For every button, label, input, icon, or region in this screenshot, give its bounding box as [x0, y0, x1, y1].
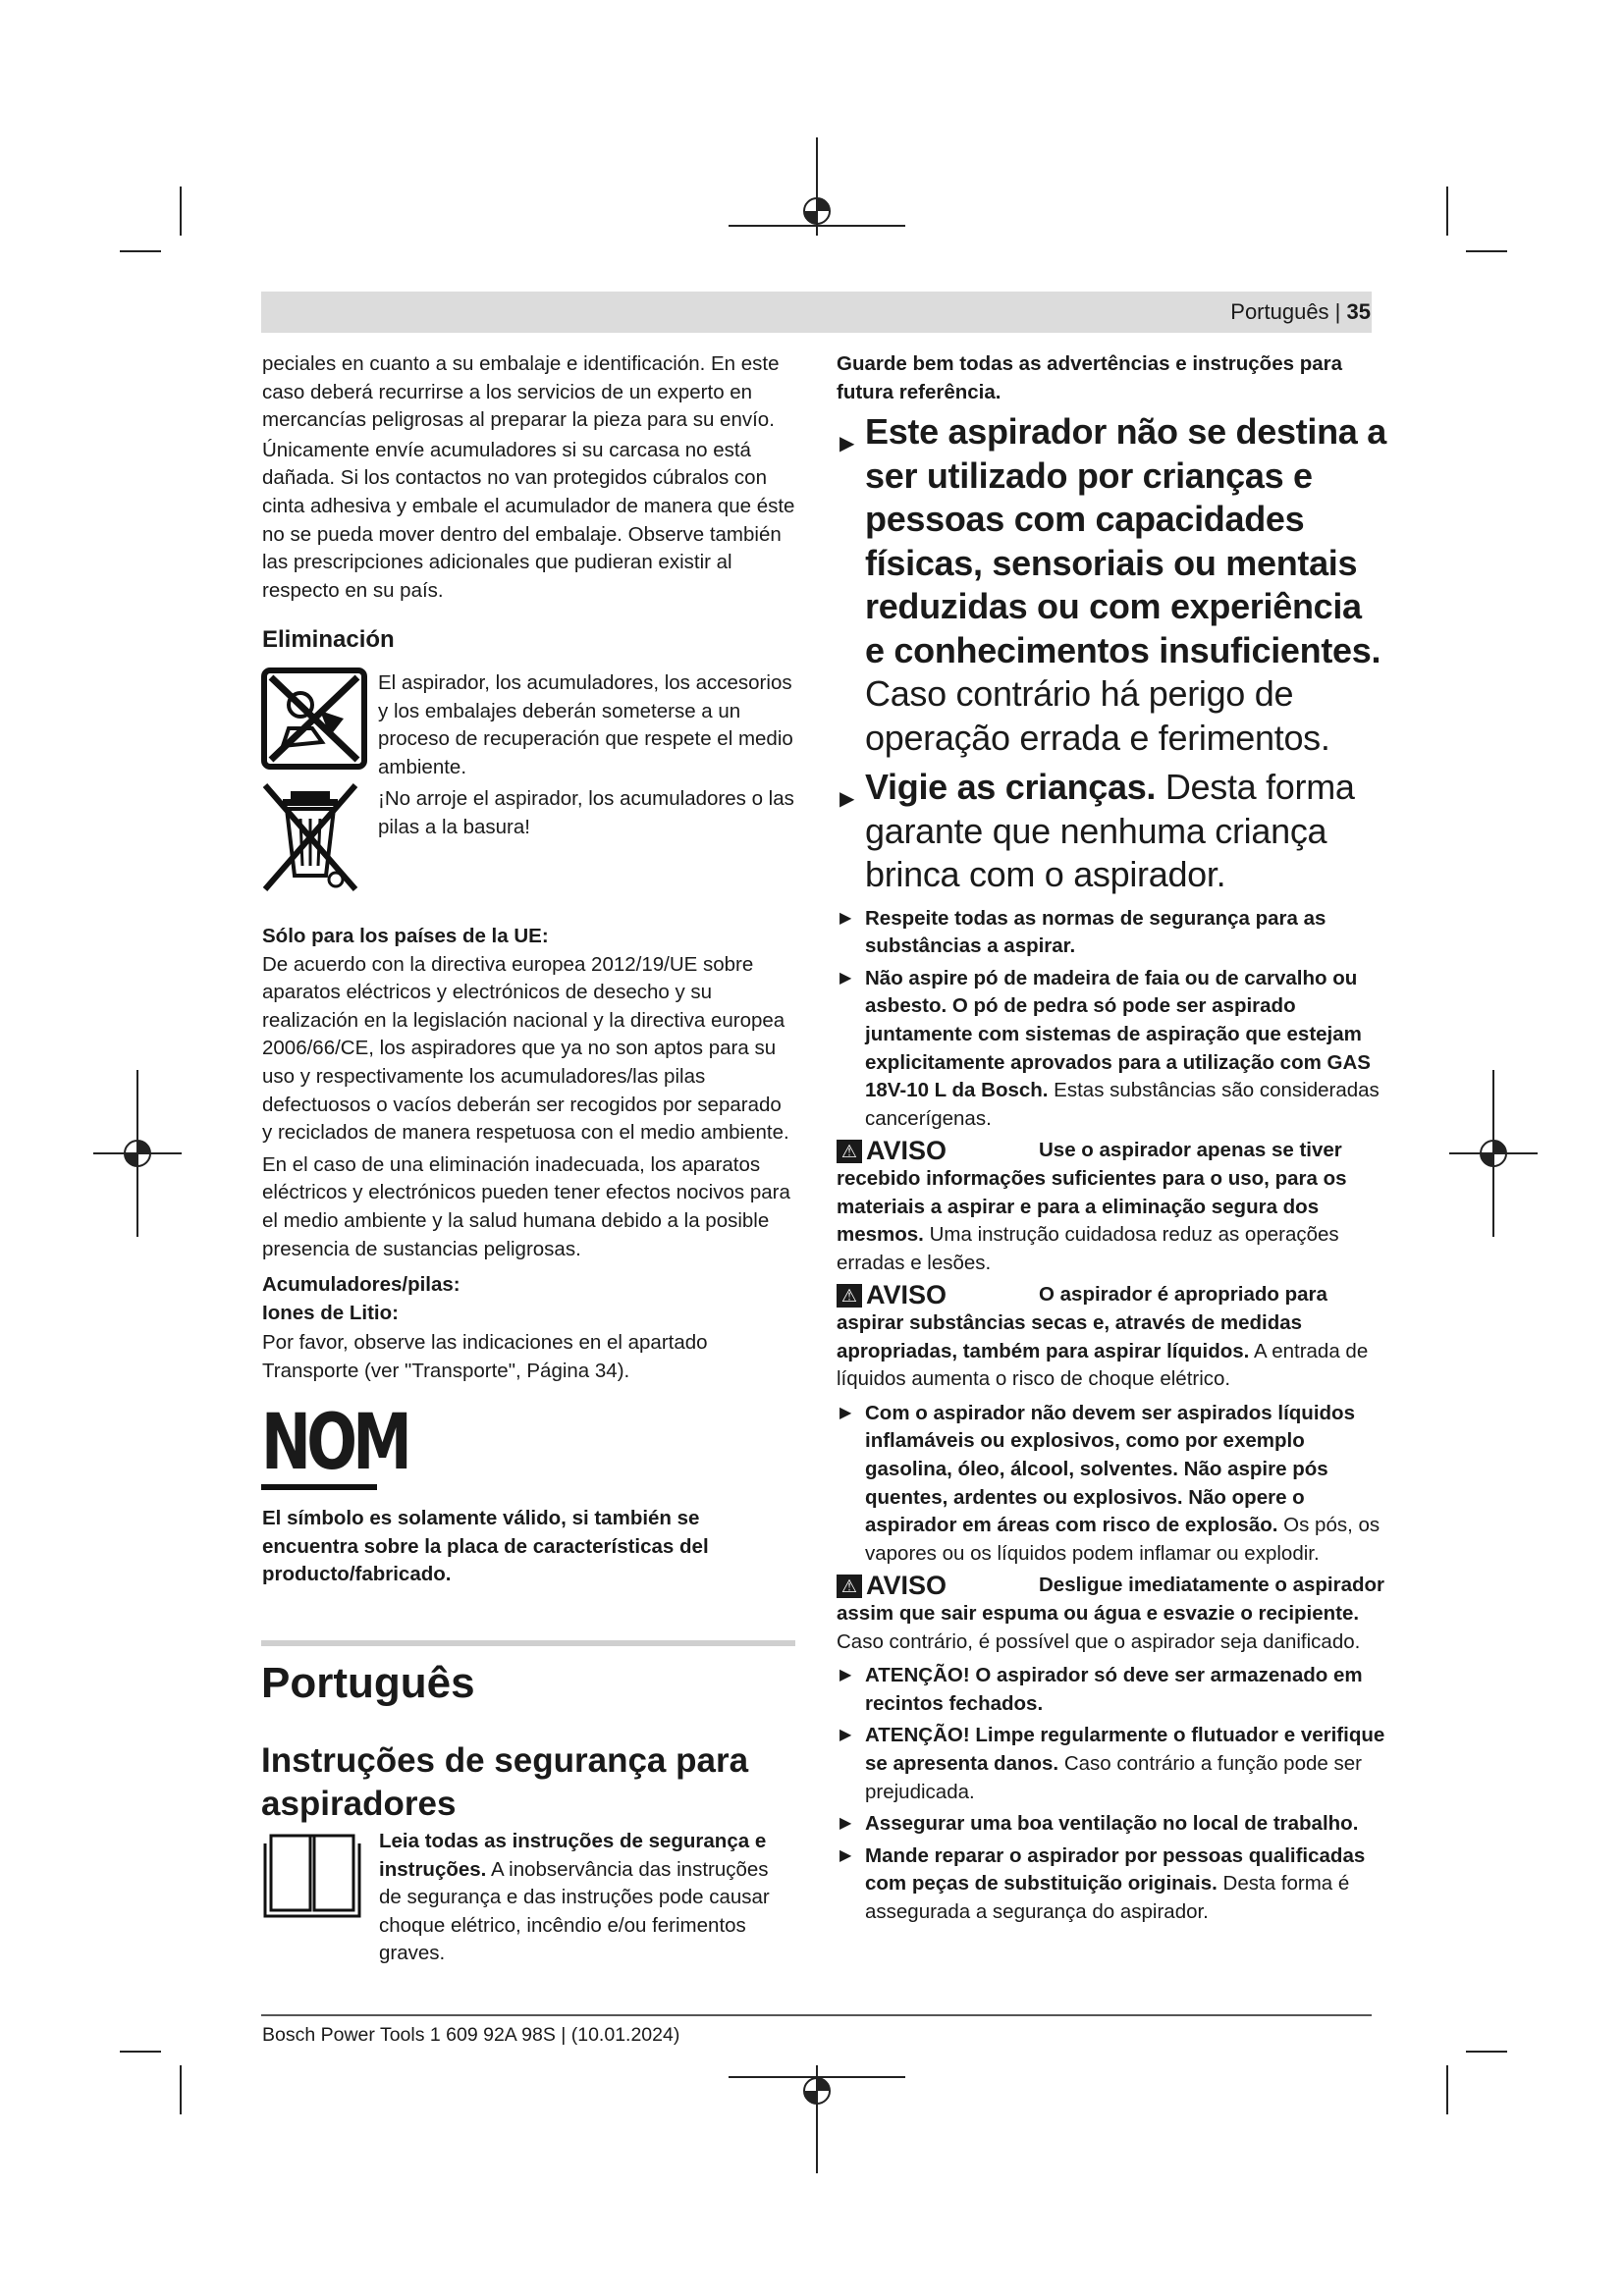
bullet-text: Desta forma garante que nenhuma criança brinca com o aspirador.	[865, 767, 1355, 895]
section-title: Português	[261, 1659, 475, 1707]
disposal-text-1: El aspirador, los acumuladores, los accesorios y los embalajes deberán someterse a un proceso de recuperación que respete el medio ambiente.	[378, 671, 793, 778]
bullet-text: Desta forma é assegurada a segurança do aspirador.	[865, 1872, 1350, 1923]
registration-mark-icon	[93, 1070, 182, 1237]
bullet-bold: Mande reparar o aspirador por pessoas qualificadas com peças de substituição originais.	[865, 1843, 1366, 1896]
warning-bold: Desligue imediatamente o aspirador assim que sair espuma ou água e esvazie o recipiente.	[837, 1574, 1385, 1625]
paragraph: peciales en cuanto a su embalaje e identificación. En este caso deberá recurrirse a los servicios de un experto en mercancías peligrosas al preparar la pieza para su envío.	[262, 352, 780, 432]
bullet-bold: Não aspire pó de madeira de faia ou de carvalho ou asbesto. O pó de pedra só pode ser aspirado juntamente com sistemas de aspiração que estejam explicitamente aprovados para a utilização com GAS 18V-10 L da Bosch.	[865, 966, 1371, 1102]
warning-label	[837, 1572, 1039, 1600]
warning-bold: Use o aspirador apenas se tiver recebido informações suficientes para o uso, para os materiais a aspirar e para a eliminação segura dos mesmos.	[837, 1139, 1347, 1247]
list-item	[837, 1722, 1386, 1806]
bullet-text: Caso contrário a função pode ser prejudicada.	[865, 1751, 1362, 1803]
left-column-intro	[262, 350, 796, 605]
bullet-arrow-icon: ▶	[839, 433, 855, 455]
lithium-text: Por favor, observe las indicaciones en el apartado Transporte (ver "Transporte", Página 34).	[262, 1331, 708, 1382]
disposal-text-2: ¡No arroje el aspirador, los acumuladores o las pilas a la basura!	[378, 787, 794, 838]
read-instructions	[379, 1828, 796, 1968]
registration-mark-icon	[1449, 1070, 1538, 1237]
bullet-bold: ATENÇÃO! Limpe regularmente o flutuador e verifique se apresenta danos.	[865, 1724, 1385, 1775]
list-item	[837, 905, 1386, 961]
warning-label-text: AVISO	[866, 1136, 947, 1166]
eu-heading: Sólo para los países de la UE:	[262, 925, 549, 947]
bullet-bold: Com o aspirador não devem ser aspirados líquidos inflamáveis ou explosivos, como por exemplo gasolina, óleo, álcool, solventes. Não aspire pós quentes, ardentes ou explosivos. Não opere o aspirador em áreas com risco de explosão.	[865, 1401, 1355, 1537]
nom-note	[262, 1505, 796, 1589]
bullet-arrow-icon: ▶	[839, 1404, 852, 1421]
bullet-arrow-icon: ▶	[839, 969, 852, 987]
nom-logo	[261, 1399, 408, 1490]
subsection-title: Instruções de segurança para aspiradores	[261, 1741, 749, 1823]
warning-triangle-icon: ⚠	[837, 1284, 862, 1308]
bullet-text: Estas substâncias são consideradas cancerígenas.	[865, 1079, 1380, 1130]
read-bold-text: Leia todas as instruções de segurança e instruções.	[379, 1830, 767, 1881]
keep-note: Guarde bem todas as advertências e instruções para futura referência.	[837, 352, 1342, 403]
section-divider	[261, 1640, 795, 1646]
list-item	[837, 965, 1386, 1134]
registration-mark-icon	[729, 137, 905, 236]
footer-text: Bosch Power Tools 1 609 92A 98S | (10.01.2024)	[262, 2024, 680, 2046]
list-item	[837, 1400, 1386, 1569]
warning-label	[837, 1137, 1039, 1165]
warning-text: Caso contrário, é possível que o aspirador seja danificado.	[837, 1629, 1361, 1653]
improper-disposal-text: En el caso de una eliminación inadecuada, los aparatos eléctricos y electrónicos pueden tener efectos nocivos para el medio ambiente y la salud humana debido a la posible presencia de sustancias peligrosas.	[262, 1152, 790, 1260]
bullet-bold: Assegurar uma boa ventilação no local de trabalho.	[865, 1812, 1359, 1836]
list-item	[837, 766, 1386, 897]
nom-note-text: El símbolo es solamente válido, si también se encuentra sobre la placa de características del producto/fabricado.	[262, 1507, 709, 1586]
disposal-heading: Eliminación	[262, 626, 395, 653]
bullet-bold: Este aspirador não se destina a ser utilizado por crianças e pessoas com capacidades físicas, sensoriais ou mentais reduzidas ou com experiência e conhecimentos insuficientes.	[865, 411, 1386, 670]
disposal-section	[262, 624, 796, 656]
list-item	[837, 1662, 1386, 1718]
warning-triangle-icon: ⚠	[837, 1575, 862, 1598]
bullet-arrow-icon: ▶	[839, 1815, 852, 1833]
warning-label	[837, 1281, 1039, 1309]
warning-bold: O aspirador é apropriado para aspirar substâncias secas e, através de medidas apropriadas, também para aspirar líquidos.	[837, 1283, 1327, 1362]
recycling-symbol-icon	[261, 667, 367, 770]
header-language: Português	[1230, 299, 1329, 324]
list-item	[837, 410, 1386, 760]
bullet-bold: Vigie as crianças.	[865, 767, 1157, 808]
bullet-text: Os pós, os vapores ou os líquidos podem inflamar ou explodir.	[865, 1514, 1380, 1565]
header-band	[261, 292, 1372, 333]
warning-label-text: AVISO	[866, 1280, 947, 1310]
eu-text: De acuerdo con la directiva europea 2012/19/UE sobre aparatos eléctricos y electrónicos de desecho y su realización en la legislación nacional y la directiva europea 2006/66/CE, los aspiradores que ya no son aptos para su uso y respectivamente los acumuladores/las pilas defectuosos o vacíos deberán ser recogidos por separado y reciclados de manera respetuosa con el medio ambiente.	[262, 952, 789, 1145]
paragraph: Únicamente envíe acumuladores si su carcasa no está dañada. Si los contactos no van protegidos cúbralos con cinta adhesiva y embale el acumulador de manera que éste no se pueda mover dentro del embalaje. Observe también las prescripciones adicionales que pudieran existir al respecto en su país.	[262, 438, 795, 602]
bullet-arrow-icon: ▶	[839, 1667, 852, 1684]
nom-logo-text: NOM	[261, 1399, 408, 1487]
warning-label-text: AVISO	[866, 1571, 947, 1601]
read-manual-icon	[261, 1828, 363, 1920]
warning-text: Uma instrução cuidadosa reduz as operações erradas e lesões.	[837, 1223, 1339, 1274]
page-number: 35	[1346, 299, 1371, 324]
bullet-text: Caso contrário há perigo de operação errada e ferimentos.	[865, 673, 1330, 758]
warning-block	[837, 1137, 1386, 1277]
read-text: A inobservância das instruções de segurança e das instruções pode causar choque elétrico, incêndio e/ou ferimentos graves.	[379, 1857, 770, 1965]
crossed-bin-icon	[261, 781, 359, 895]
bullet-arrow-icon: ▶	[839, 1846, 852, 1864]
bullet-bold: Respeite todas as normas de segurança para as substâncias a aspirar.	[865, 906, 1326, 958]
batteries-heading: Acumuladores/pilas:	[262, 1273, 460, 1297]
bullet-arrow-icon: ▶	[839, 909, 852, 927]
bullet-bold: ATENÇÃO! O aspirador só deve ser armazenado em recintos fechados.	[865, 1664, 1363, 1715]
disposal-text	[378, 669, 796, 842]
portuguese-section	[261, 1657, 795, 1826]
list-item	[837, 1842, 1386, 1927]
registration-mark-icon	[729, 2065, 905, 2173]
lithium-heading: Iones de Litio:	[262, 1301, 399, 1324]
eu-section	[262, 923, 796, 1386]
footer-rule	[261, 2014, 1372, 2016]
warning-text: A entrada de líquidos aumenta o risco de choque elétrico.	[837, 1339, 1369, 1391]
warning-block	[837, 1281, 1386, 1393]
warning-block	[837, 1572, 1386, 1656]
warning-triangle-icon: ⚠	[837, 1140, 862, 1163]
list-item	[837, 1810, 1386, 1839]
page-header: Português | 35	[1230, 299, 1371, 324]
right-column	[837, 350, 1386, 1926]
bullet-arrow-icon: ▶	[839, 1727, 852, 1744]
bullet-arrow-icon: ▶	[839, 788, 855, 811]
